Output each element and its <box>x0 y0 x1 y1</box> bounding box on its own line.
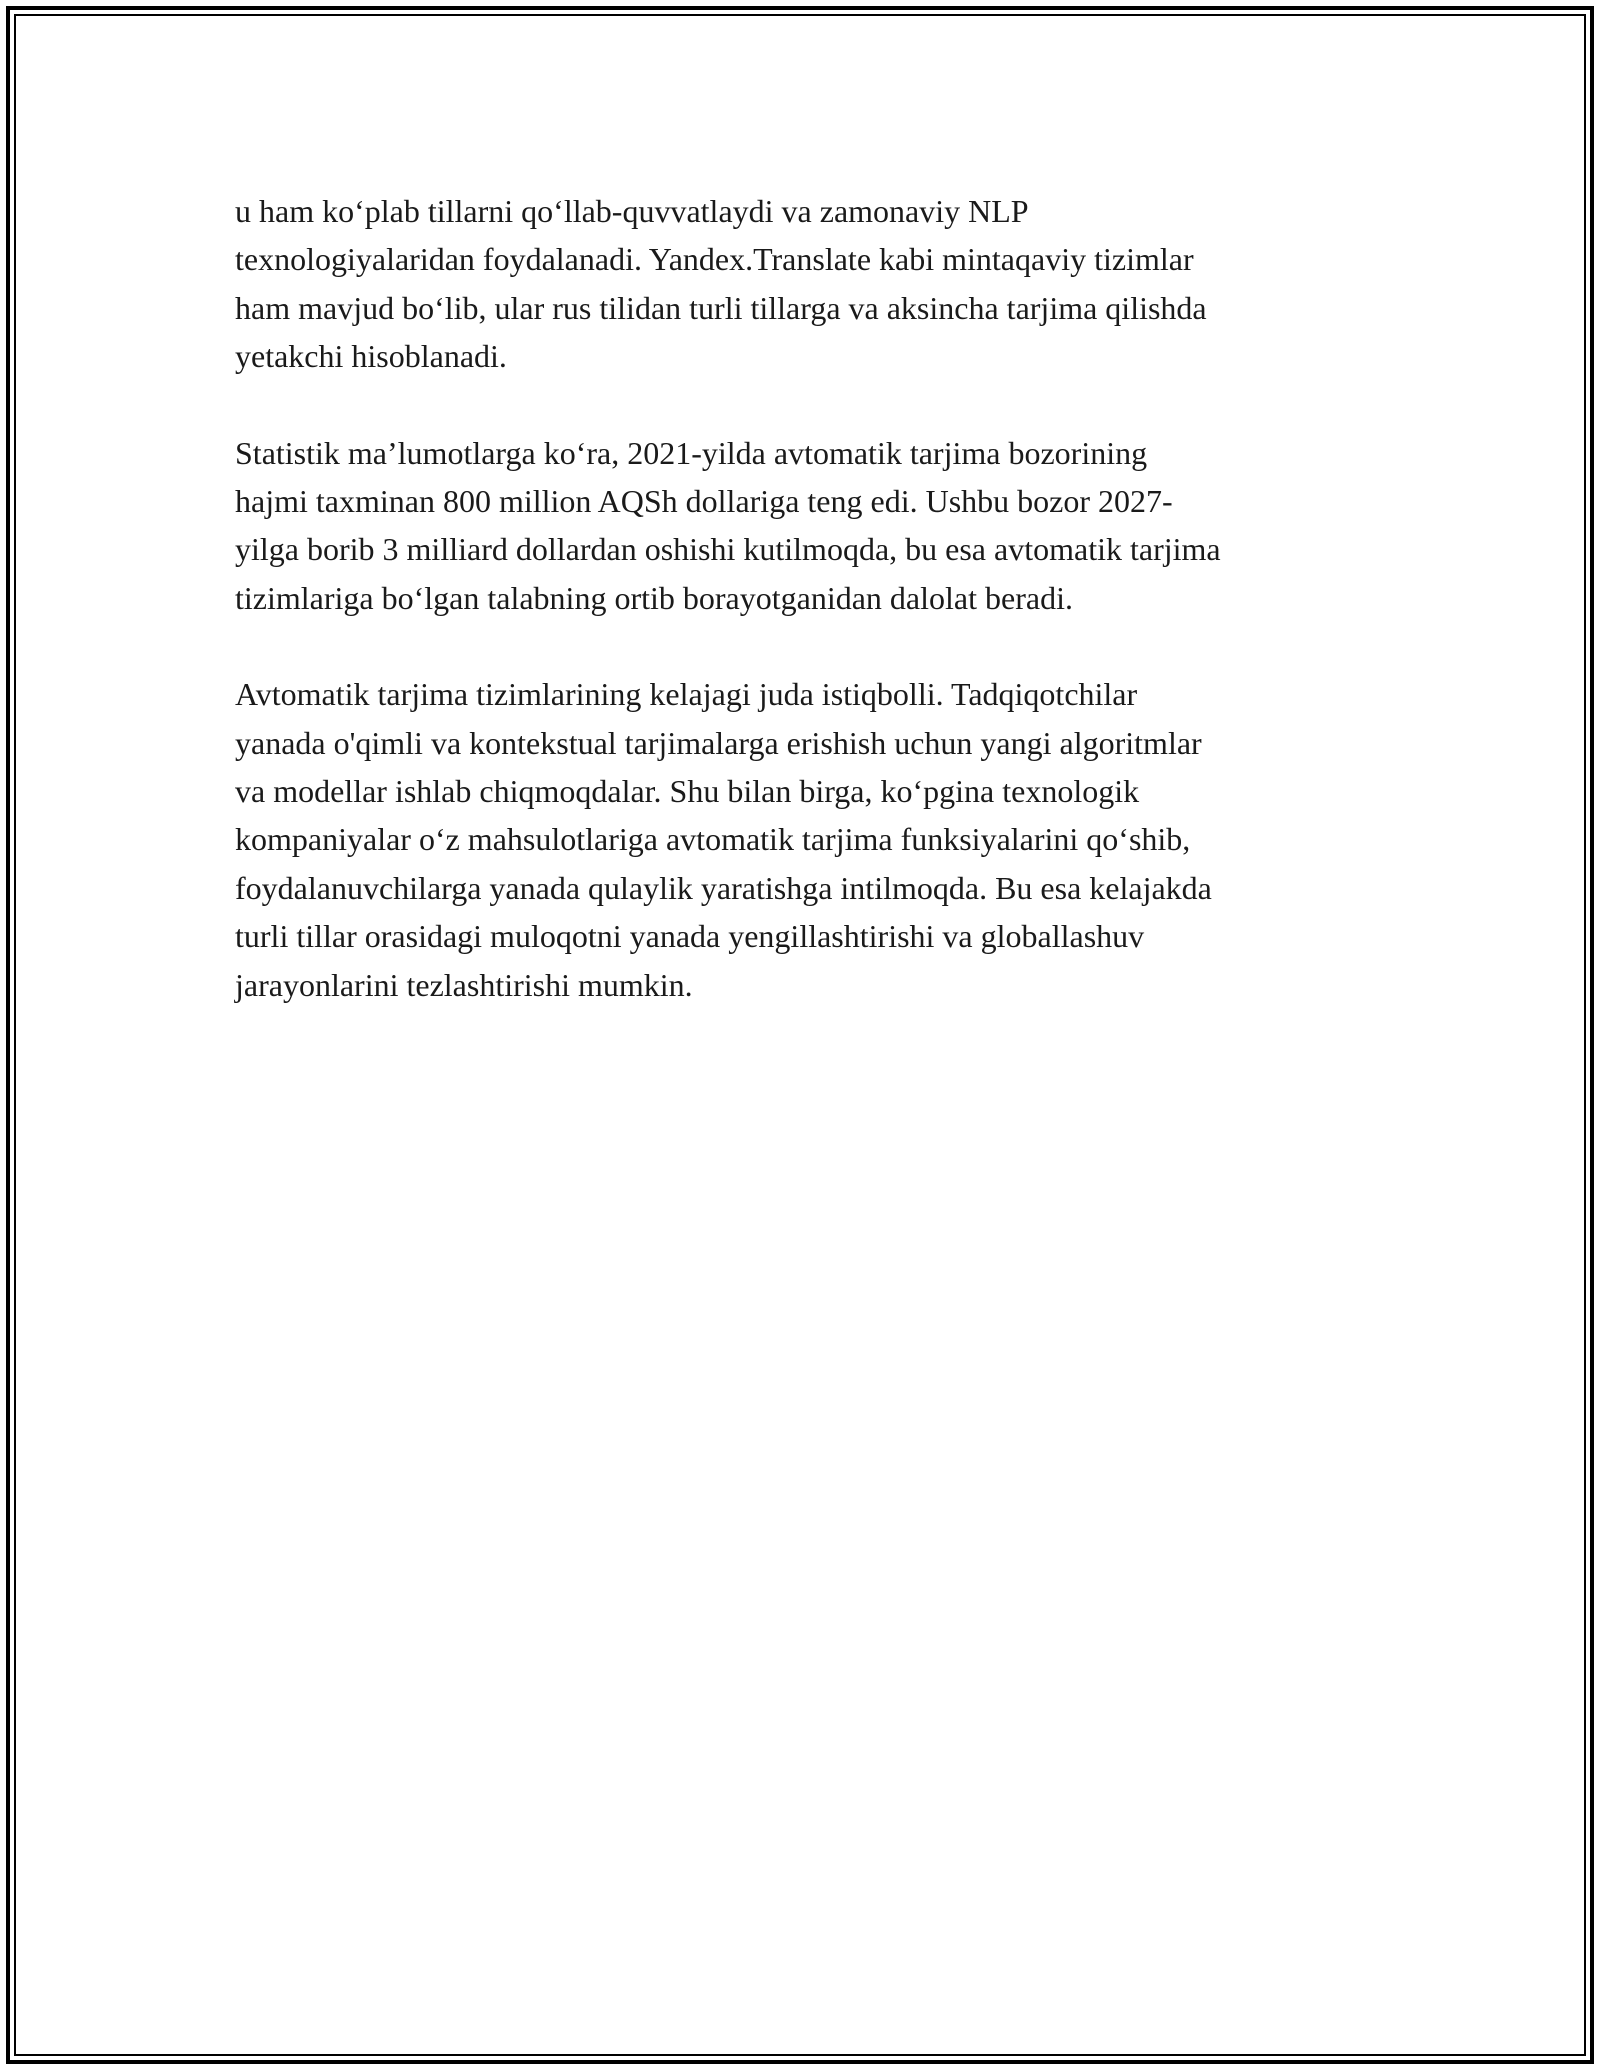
text-line: yetakchi hisoblanadi. <box>235 338 507 375</box>
text-line: texnologiyalaridan foydalanadi. Yandex.Translate kabi mintaqaviy tizimlar <box>235 241 1194 278</box>
text-line: Avtomatik tarjima tizimlarining kelajagi juda istiqbolli. Tadqiqotchilar <box>235 676 1138 713</box>
text-line: va modellar ishlab chiqmoqdalar. Shu bilan birga, ko‘pgina texnologik <box>235 773 1140 810</box>
text-line: kompaniyalar o‘z mahsulotlariga avtomatik tarjima funksiyalarini qo‘shib, <box>235 821 1191 858</box>
text-line: ham mavjud bo‘lib, ular rus tilidan turli tillarga va aksincha tarjima qilishda <box>235 289 1207 326</box>
text-line: u ham ko‘plab tillarni qo‘llab-quvvatlaydi va zamonaviy NLP <box>235 193 1029 229</box>
paragraph-1 <box>235 187 1375 381</box>
paragraph-2 <box>235 429 1375 623</box>
text-line: jarayonlarini tezlashtirishi mumkin. <box>235 966 693 1003</box>
text-line: yanada o'qimli va kontekstual tarjimalarga erishish uchun yangi algoritmlar <box>235 724 1202 761</box>
paragraph-3 <box>235 670 1375 1009</box>
text-line: Statistik ma’lumotlarga ko‘ra, 2021-yilda avtomatik tarjima bozorining <box>235 434 1148 471</box>
text-line: turli tillar orasidagi muloqotni yanada yengillashtirishi va globallashuv <box>235 918 1145 955</box>
text-line: foydalanuvchilarga yanada qulaylik yaratishga intilmoqda. Bu esa kelajakda <box>235 869 1212 906</box>
document-body <box>235 187 1375 1057</box>
text-line: tizimlariga bo‘lgan talabning ortib borayotganidan dalolat beradi. <box>235 579 1073 616</box>
text-line: yilga borib 3 milliard dollardan oshishi kutilmoqda, bu esa avtomatik tarjima <box>235 531 1221 568</box>
text-line: hajmi taxminan 800 million AQSh dollariga teng edi. Ushbu bozor 2027- <box>235 483 1173 520</box>
